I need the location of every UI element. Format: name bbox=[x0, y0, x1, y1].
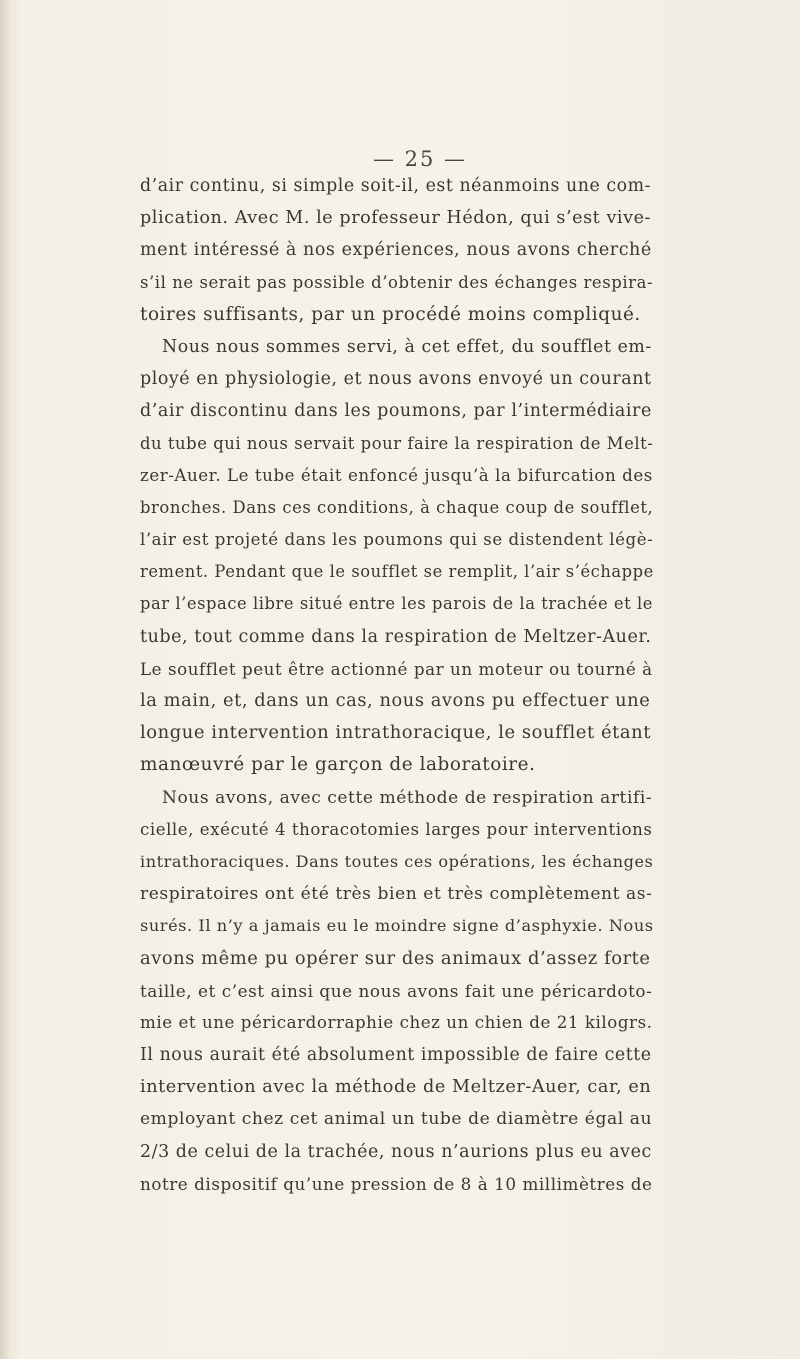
text-line: tube, tout comme dans la respiration de Meltzer-Auer. bbox=[140, 626, 652, 647]
text-line: notre dispositif qu’une pression de 8 à 10 millimètres de bbox=[140, 1173, 653, 1194]
text-line: l’air est projeté dans les poumons qui se distendent légè- bbox=[140, 530, 654, 550]
text-line: respiratoires ont été très bien et très complètement as- bbox=[140, 884, 653, 905]
text-line: manœuvré par le garçon de laboratoire. bbox=[140, 754, 536, 776]
text-line: s’il ne serait pas possible d’obtenir des échanges respira- bbox=[140, 272, 654, 292]
page-binding-edge bbox=[0, 0, 10, 1359]
text-line: surés. Il n’y a jamais eu le moindre signe d’asphyxie. Nous bbox=[140, 916, 654, 936]
text-line: Nous nous sommes servi, à cet effet, du soufflet em- bbox=[162, 336, 652, 357]
text-line: longue intervention intrathoracique, le soufflet étant bbox=[140, 722, 651, 744]
text-line: zer-Auer. Le tube était enfoncé jusqu’à la bifurcation des bbox=[140, 465, 653, 485]
text-line: Le soufflet peut être actionné par un moteur ou tourné à bbox=[140, 658, 653, 679]
text-line: toires suffisants, par un procédé moins compliqué. bbox=[140, 303, 641, 325]
text-line: employant chez cet animal un tube de diamètre égal au bbox=[140, 1109, 653, 1130]
text-line: du tube qui nous servait pour faire la respiration de Melt- bbox=[140, 433, 654, 453]
text-line: taille, et c’est ainsi que nous avons fait une péricardoto- bbox=[140, 980, 653, 1001]
text-line: avons même pu opérer sur des animaux d’assez forte bbox=[140, 947, 651, 969]
text-line: plication. Avec M. le professeur Hédon, qui s’est vive- bbox=[140, 208, 652, 229]
text-line: bronches. Dans ces conditions, à chaque coup de soufflet, bbox=[140, 497, 654, 517]
text-line: ployé en physiologie, et nous avons envoyé un courant bbox=[140, 369, 652, 390]
text-line: par l’espace libre situé entre les parois de la trachée et le bbox=[140, 594, 653, 614]
text-line: Nous avons, avec cette méthode de respiration artifi- bbox=[162, 787, 653, 808]
text-line: intervention avec la méthode de Meltzer-Auer, car, en bbox=[140, 1077, 652, 1098]
text-line: intrathoraciques. Dans toutes ces opérations, les échanges bbox=[140, 851, 654, 871]
text-line: la main, et, dans un cas, nous avons pu effectuer une bbox=[140, 690, 651, 711]
text-line: 2/3 de celui de la trachée, nous n’aurions plus eu avec bbox=[140, 1141, 652, 1162]
text-line: mie et une péricardorraphie chez un chien de 21 kilogrs. bbox=[140, 1012, 653, 1032]
page-number: — 25 — bbox=[372, 147, 468, 171]
body-text bbox=[140, 170, 654, 1200]
text-line: Il nous aurait été absolument impossible de faire cette bbox=[140, 1045, 652, 1066]
text-line: d’air continu, si simple soit-il, est néanmoins une com- bbox=[140, 176, 652, 196]
text-line: d’air discontinu dans les poumons, par l’intermédiaire bbox=[140, 401, 652, 422]
text-line: cielle, exécuté 4 thoracotomies larges pour interventions bbox=[140, 819, 653, 839]
text-line: ment intéressé à nos expériences, nous avons cherché bbox=[140, 240, 652, 261]
text-line: rement. Pendant que le soufflet se remplit, l’air s’échappe bbox=[140, 562, 654, 582]
